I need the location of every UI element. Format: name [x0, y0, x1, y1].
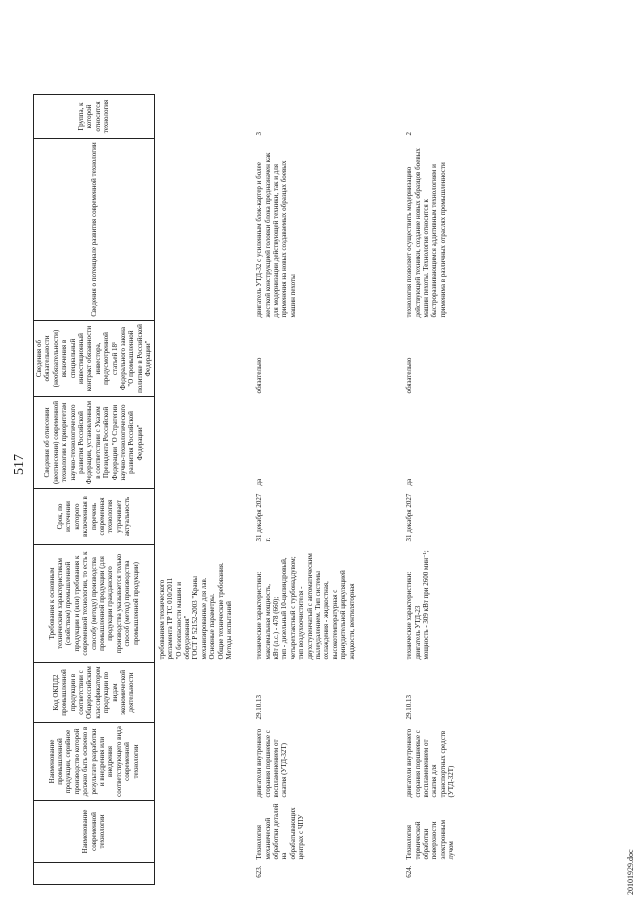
row-product: двигатели внутреннего сгорания поршневые с воспламенением от сжатия для транспортных средств (УТД-32Т)	[405, 728, 456, 798]
footer-filename: 20101929.doc	[626, 849, 635, 895]
header-priority: Сведения об отнесении (неотнесении) современной технологии к приоритетам научно-технологического развития Российской Федерации, установленным в соответствии с Указом Президента Российской Федерации "О Стратегии научно-технологического развития Российской Федерации"	[34, 397, 155, 489]
row-requirements: технические характеристики: максимальная мощность, кВт (л.с.) - 478 (660); тип - дизельный 10-цилиндровый, четырехтактный с турбонаддувом; тип воздухоочистителя - двухступенчатый с автоматическим пылеудалением. Тип системы охлаждения - жидкостная, высокотемпературная с принудительной циркуляцией жидкости, вентиляторная	[255, 553, 356, 660]
header-group: Группа, к которой относится технология	[34, 95, 155, 139]
technology-table	[33, 94, 514, 885]
row-product: двигатели внутреннего сгорания поршневые с воспламенением от сжатия (УТД-32Т)	[255, 728, 289, 798]
row-priority: да	[405, 478, 414, 486]
row-requirements: технические характеристики: двигатель УТД-23 мощность - 309 кВт при 2600 мин⁻¹;	[405, 550, 430, 660]
row-mandatory: обязательно	[255, 357, 264, 394]
row-deadline: 31 декабря 2027 г.	[255, 493, 272, 542]
row-group: 2	[405, 132, 414, 136]
row-mandatory: обязательно	[405, 357, 414, 394]
row-group: 3	[255, 132, 264, 136]
header-technology: Наименование современной технологии	[34, 801, 155, 863]
header-num	[34, 863, 155, 885]
row-potential: технология позволяет осуществить модернизацию действующей техники, создание новых образцов боевых машин пехоты. Технология относится к быстроразвивающимся аддитивным технологиям и применима в различных отраслях промышленности	[405, 148, 447, 318]
row-potential: двигатель УТД-32 с усиленным блок-картер и более жесткой конструкцией головки блока предназначен как для модернизации действующей техники, так и для применения на новых создаваемых образцах боевых машин пехоты	[255, 152, 297, 318]
row-number: 623.	[255, 865, 264, 878]
header-product: Наименование промышленной продукции, серийное производство которой должно быть освоено в результате разработки и внедрения или внедрения соответствующего вида современной технологии	[34, 723, 155, 801]
header-okpd: Код ОКПД2 промышленной продукции в соответствии с Общероссийским классификатором продукции по видам экономической деятельности	[34, 663, 155, 723]
row-technology: Технология механической обработки деталей на обрабатывающих центрах с ЧПУ	[255, 803, 306, 860]
page-number: 517	[12, 454, 27, 475]
header-potential: Сведения о потенциале развития современной технологии	[34, 139, 155, 321]
row-technology: Технология термической обработки поверхности электронным лучом	[405, 819, 456, 860]
continuation-row	[154, 95, 254, 885]
table-header-row	[34, 95, 155, 885]
header-deadline: Срок, по истечении которого включенная в перечень современная технология утрачивает актуальность	[34, 489, 155, 545]
row-okpd: 29.10.13	[255, 695, 264, 720]
row-deadline: 31 декабря 2027	[405, 493, 414, 542]
row-priority: да	[255, 478, 264, 486]
table-row	[404, 95, 514, 885]
continuation-requirements: требованиям технического регламента ТР ТС 010/2011 "О безопасности машин и оборудования" ГОСТ Р 52152-2003 "Краны механизированные для лав. Основные параметры. Общие технические требования. Методы испытаний	[157, 562, 233, 660]
row-okpd: 29.10.13	[405, 695, 414, 720]
row-number: 624.	[405, 865, 414, 878]
header-requirements: Требования к основным техническим характеристикам (свойствам) промышленной продукции и (или) требования к современной технологии, то есть к способу (методу) производства промышленной продукции (для продукции гражданского производства указывается только способ (метод) производства промышленной продукции)	[34, 545, 155, 663]
header-mandatory: Сведения об обязательности (необязательности) включения в специальный инвестиционный контракт обязанности инвестора, предусмотренной статьей 18¹ Федерального закона "О промышленной политике в Российской Федерации"	[34, 321, 155, 397]
table-row	[254, 95, 404, 885]
